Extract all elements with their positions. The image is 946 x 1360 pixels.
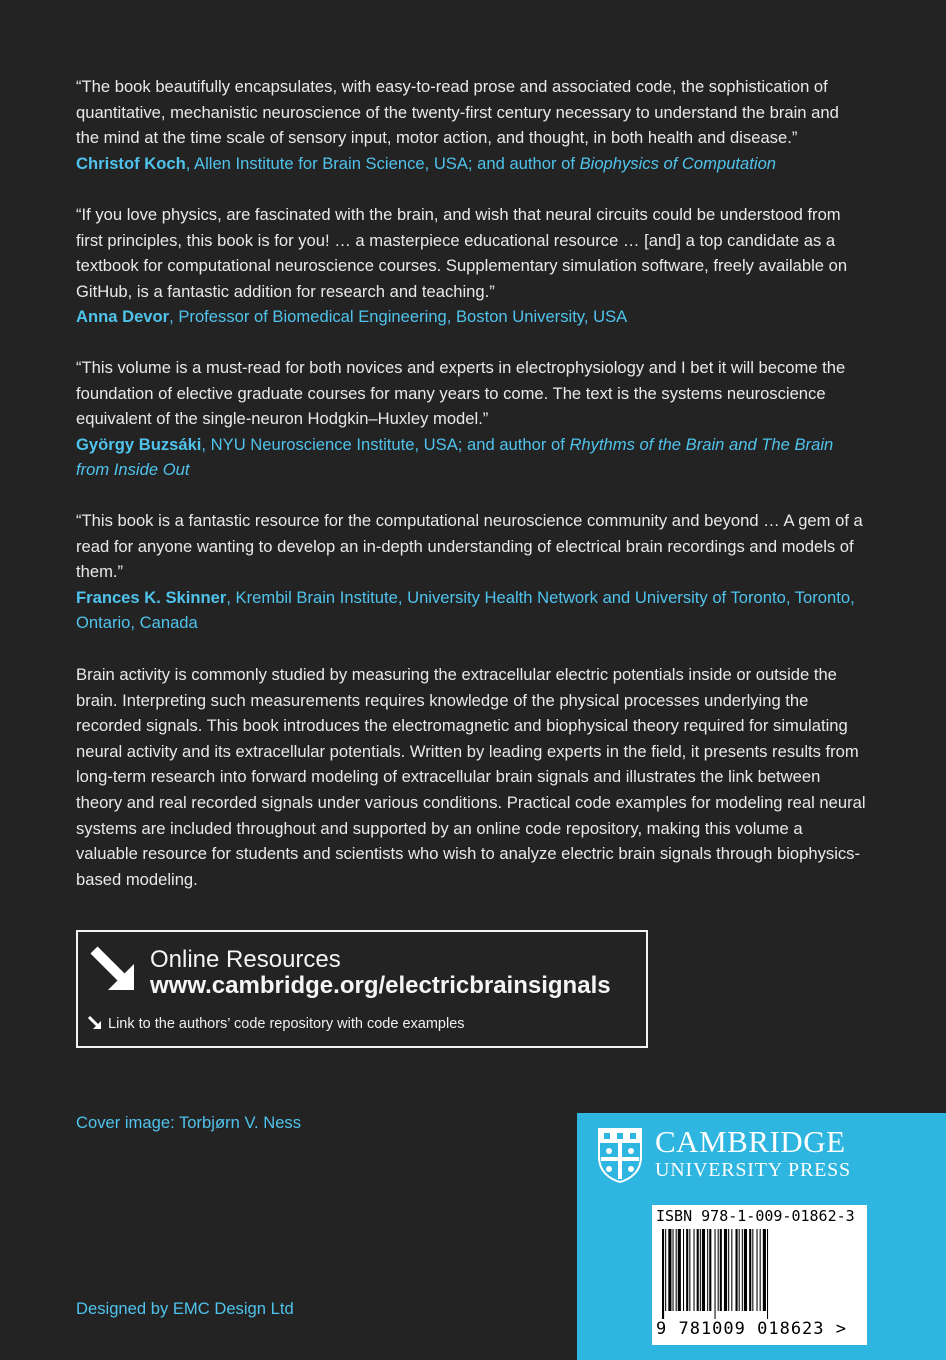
barcode-bar bbox=[694, 1229, 695, 1311]
endorsement-quote bbox=[76, 355, 866, 483]
barcode-bar bbox=[744, 1229, 747, 1311]
barcode-bar bbox=[709, 1229, 711, 1311]
online-resources-title: Online Resources bbox=[150, 946, 341, 973]
cover-image-credit: Cover image: Torbjørn V. Ness bbox=[76, 1113, 302, 1132]
arrow-down-right-icon bbox=[88, 1016, 102, 1030]
barcode-bar bbox=[673, 1229, 674, 1311]
barcode-bar bbox=[715, 1229, 716, 1319]
endorser-name: Anna Devor bbox=[76, 307, 170, 327]
barcode-bar bbox=[689, 1229, 690, 1311]
endorsement-quote bbox=[76, 508, 866, 636]
online-resources-box bbox=[76, 930, 648, 1048]
isbn-label: ISBN 978-1-009-01862-3 bbox=[656, 1207, 855, 1225]
barcode-bar bbox=[724, 1229, 727, 1311]
endorser-name: Christof Koch bbox=[76, 153, 186, 173]
endorser-affiliation: , Professor of Biomedical Engineering, Boston University, USA bbox=[169, 307, 628, 327]
barcode-bar bbox=[736, 1229, 738, 1311]
barcode-bar bbox=[707, 1229, 708, 1311]
barcode-bar bbox=[742, 1229, 743, 1311]
barcode-bar bbox=[763, 1229, 766, 1311]
barcode-bar bbox=[728, 1229, 729, 1311]
endorser-name: Frances K. Skinner bbox=[76, 587, 227, 607]
barcode-bar bbox=[662, 1229, 664, 1319]
barcode-bar bbox=[731, 1229, 732, 1311]
quote-text: “The book beautifully encapsulates, with easy-to-read prose and associated code, the sophistication of quantitative, mechanistic neuroscience of the twenty-first century necessary to understand the brain and the mind at the time scale of sensory input, motor action, and thought, in both health and disease.” bbox=[76, 77, 839, 148]
quote-attribution bbox=[76, 304, 866, 330]
barcode-bar bbox=[760, 1229, 761, 1311]
quote-attribution bbox=[76, 585, 866, 636]
barcode-bar bbox=[720, 1229, 722, 1311]
endorser-affiliation: , NYU Neuroscience Institute, USA; and author of bbox=[201, 434, 570, 454]
barcode-bar bbox=[718, 1229, 719, 1311]
publisher-name: CAMBRIDGE bbox=[655, 1124, 846, 1159]
quote-attribution bbox=[76, 151, 866, 177]
barcode-bar bbox=[757, 1229, 758, 1311]
barcode-bars bbox=[658, 1229, 858, 1319]
endorser-name: György Buzsáki bbox=[76, 434, 202, 454]
endorsement-quote bbox=[76, 202, 866, 330]
publisher-panel bbox=[577, 1113, 946, 1360]
barcode-bar bbox=[767, 1229, 768, 1319]
book-description: Brain activity is commonly studied by measuring the extracellular electric potentials inside or outside the brain. Interpreting such measurements requires knowledge of the physical processes underlying the recorded signals. This book introduces the electromagnetic and biophysical theory required for simulating neural activity and its extracellular potentials. Written by leading experts in the field, it presents results from long-term research into forward modeling of extracellular brain signals and illustrates the link between theory and real recorded signals under various conditions. Practical code examples for modeling real neural systems are included throughout and supported by an online code repository, making this volume a valuable resource for students and scientists who wish to analyze electric brain signals through biophysics-based modeling. bbox=[76, 665, 866, 889]
barcode-bar bbox=[683, 1229, 684, 1311]
designer-credit: Designed by EMC Design Ltd bbox=[76, 1299, 294, 1318]
endorsement-quote bbox=[76, 74, 866, 176]
quote-attribution bbox=[76, 432, 866, 483]
quote-text: “This book is a fantastic resource for the computational neuroscience community and beyond … A gem of a read for anyone wanting to develop an in-depth understanding of electrical brain recordings and models of them.” bbox=[76, 511, 863, 582]
code-repository-link[interactable]: Link to the authors’ code repository with code examples bbox=[108, 1016, 465, 1032]
endorser-work: Rhythms of the Brain and The Brain from Inside Out bbox=[76, 434, 834, 480]
isbn-barcode bbox=[652, 1205, 867, 1345]
barcode-bar bbox=[668, 1229, 671, 1311]
quote-text: “If you love physics, are fascinated with the brain, and wish that neural circuits could be understood from first principles, this book is for you! … a masterpiece educational resource … [and] a top candidate as a textbook for computational neuroscience courses. Supplementary simulation software, freely available on GitHub, is a fantastic addition for research and teaching.” bbox=[76, 205, 848, 301]
barcode-bar bbox=[702, 1229, 705, 1311]
barcode-bar bbox=[697, 1229, 699, 1311]
quote-text: “This volume is a must-read for both novices and experts in electrophysiology and I bet it will become the foundation of elective graduate courses for many years to come. The text is the systems neuroscience equivalent of the single-neuron Hodgkin–Huxley model.” bbox=[76, 358, 846, 429]
barcode-digits: 9 781009 018623 > bbox=[656, 1319, 847, 1339]
barcode-bar bbox=[700, 1229, 701, 1311]
barcode-bar bbox=[749, 1229, 751, 1311]
university-crest-icon bbox=[597, 1127, 643, 1183]
barcode-bar bbox=[678, 1229, 681, 1311]
barcode-bar bbox=[739, 1229, 740, 1311]
barcode-bar bbox=[752, 1229, 753, 1311]
publisher-subtitle: UNIVERSITY PRESS bbox=[655, 1159, 851, 1181]
barcode-bar bbox=[665, 1229, 666, 1311]
online-resources-url[interactable]: www.cambridge.org/electricbrainsignals bbox=[150, 972, 611, 999]
arrow-down-right-icon bbox=[88, 944, 140, 996]
endorser-affiliation: , Krembil Brain Institute, University Health Network and University of Toronto, Toronto, Ontario, Canada bbox=[76, 587, 855, 633]
endorser-work: Biophysics of Computation bbox=[579, 153, 777, 173]
endorser-affiliation: , Allen Institute for Brain Science, USA; and author of bbox=[185, 153, 580, 173]
barcode-bar bbox=[676, 1229, 677, 1311]
barcode-bar bbox=[686, 1229, 688, 1311]
